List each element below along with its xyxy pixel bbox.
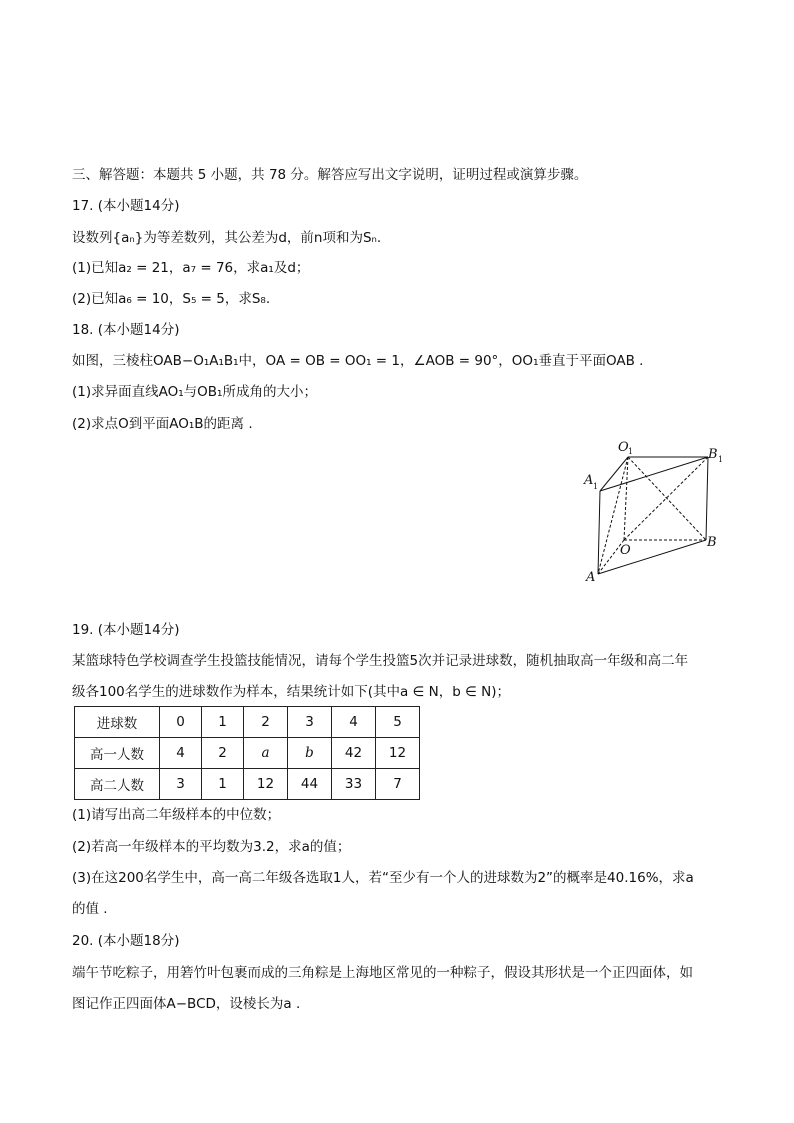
table-row	[75, 738, 420, 769]
label-b1-sub: 1	[718, 455, 724, 464]
table-cell: a	[244, 738, 288, 769]
table-cell: 7	[376, 769, 420, 800]
q19-part1: (1)请写出高二年级样本的中位数；	[72, 807, 281, 823]
label-a1-sub: 1	[593, 482, 599, 491]
table-cell: 33	[332, 769, 376, 800]
q18-part2: (2)求点O到平面AO₁B的距离 .	[72, 416, 253, 432]
edge-a-b	[598, 540, 706, 574]
q17-part2: (2)已知a₆ = 10，S₅ = 5，求S₈.	[72, 291, 271, 307]
table-cell: 12	[244, 769, 288, 800]
q17-part1: (1)已知a₂ = 21，a₇ = 76，求a₁及d；	[72, 260, 310, 276]
q19-part3-line2: 的值 .	[72, 901, 108, 917]
score-table	[74, 706, 420, 800]
table-row	[75, 769, 420, 800]
q19-stem-line2: 级各100名学生的进球数作为样本，结果统计如下(其中a ∈ N，b ∈ N)；	[72, 684, 511, 700]
edge-b1-b	[706, 457, 708, 540]
q20-title: 20. (本小题18分)	[72, 933, 180, 949]
q18-stem: 如图，三棱柱OAB−O₁A₁B₁中，OA = OB = OO₁ = 1，∠AOB = 90°，OO₁垂直于平面OAB .	[72, 353, 644, 369]
table-header-cell: 2	[244, 707, 288, 738]
edge-o-b1	[624, 457, 708, 540]
label-o: O	[620, 543, 631, 558]
label-b: B	[707, 535, 717, 550]
table-cell: b	[288, 738, 332, 769]
q19-title: 19. (本小题14分)	[72, 622, 180, 638]
table-cell: 12	[376, 738, 420, 769]
table-header-cell: 1	[202, 707, 244, 738]
q19-stem-line1: 某篮球特色学校调查学生投篮技能情况，请每个学生投篮5次并记录进球数，随机抽取高一年级和高二年	[72, 653, 689, 669]
q20-stem-line1: 端午节吃粽子，用箬竹叶包裹而成的三角粽是上海地区常见的一种粽子，假设其形状是一个正四面体，如	[72, 965, 693, 981]
q19-part2: (2)若高一年级样本的平均数为3.2，求a的值；	[72, 839, 351, 855]
table-header-cell: 4	[332, 707, 376, 738]
table-header-cell: 3	[288, 707, 332, 738]
label-o1-sub: 1	[628, 447, 634, 456]
table-cell: 4	[160, 738, 202, 769]
table-header-cell: 5	[376, 707, 420, 738]
table-cell: 3	[160, 769, 202, 800]
table-cell: 2	[202, 738, 244, 769]
label-o1: O	[618, 440, 629, 455]
label-a1: A	[584, 473, 594, 488]
q17-title: 17. (本小题14分)	[72, 198, 180, 214]
label-a: A	[586, 570, 596, 585]
table-cell: 44	[288, 769, 332, 800]
edge-a1-b1	[600, 457, 708, 491]
section-header: 三、解答题：本题共 5 小题，共 78 分。解答应写出文字说明，证明过程或演算步骤。	[72, 167, 588, 183]
prism-figure	[580, 436, 730, 586]
table-cell: 高二人数	[75, 769, 160, 800]
table-cell: 1	[202, 769, 244, 800]
table-header-row	[75, 707, 420, 738]
q17-stem: 设数列{aₙ}为等差数列，其公差为d，前n项和为Sₙ.	[72, 230, 382, 246]
table-header-cell: 0	[160, 707, 202, 738]
q18-part1: (1)求异面直线AO₁与OB₁所成角的大小；	[72, 384, 317, 400]
edge-a1-a	[598, 491, 600, 574]
table-cell: 高一人数	[75, 738, 160, 769]
q18-title: 18. (本小题14分)	[72, 322, 180, 338]
q20-stem-line2: 图记作正四面体A−BCD，设棱长为a .	[72, 996, 301, 1012]
table-header-cell: 进球数	[75, 707, 160, 738]
label-b1: B	[708, 447, 718, 462]
q19-part3-line1: (3)在这200名学生中，高一高二年级各选取1人，若“至少有一个人的进球数为2”的概率是40.16%，求a	[72, 870, 694, 886]
table-cell: 42	[332, 738, 376, 769]
